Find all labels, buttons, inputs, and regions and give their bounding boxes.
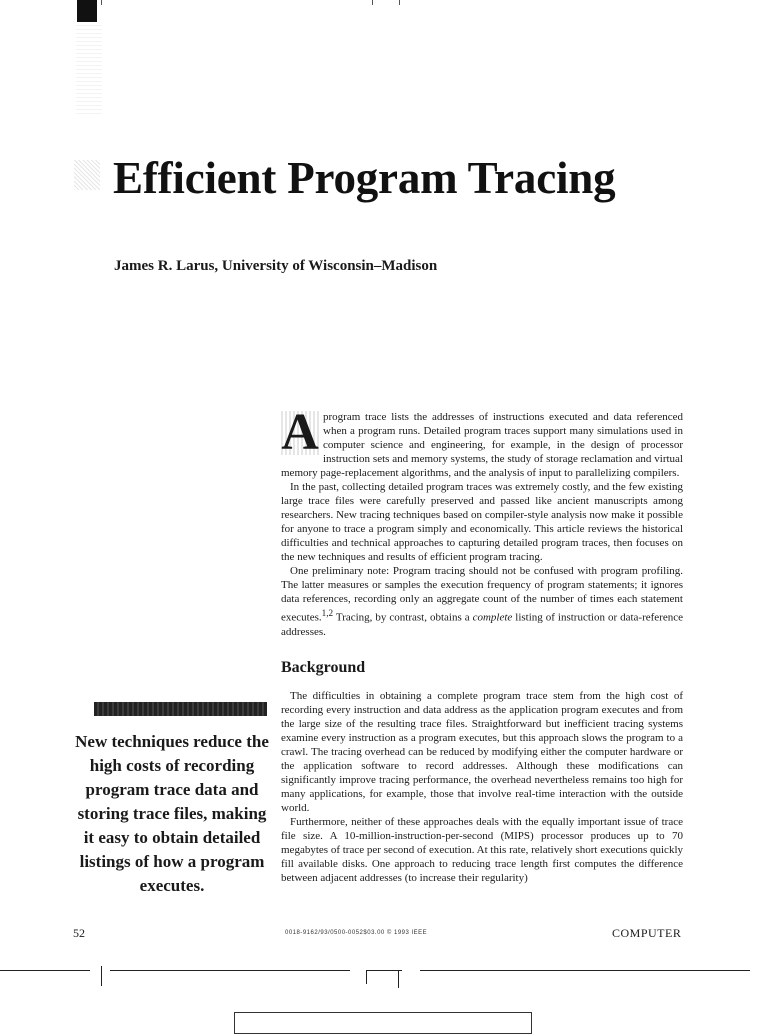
drop-cap: A <box>281 404 319 461</box>
body-paragraph: One preliminary note: Program tracing should not be confused with program profiling. The latter measures or samples the execution frequency of program statements; it ignores data references, recording only an aggregate count of the number of times each statement executes.$^{1,2}$ Tracing, by contrast, obtains a complete listing of instruction or data-reference addresses. <box>281 565 683 638</box>
pull-quote-bar <box>94 702 267 716</box>
body-paragraph: Furthermore, neither of these approaches deals with the equally important issue of trace file size. A 10-million-instruction-per-second (MIPS) processor produces up to 70 megabytes of trace per second of execution. At this rate, relatively short executions quickly fill available disks. One approach to reducing trace length first computes the difference between adjacent addresses (to increase their regularity) <box>281 815 683 884</box>
scan-speckle <box>76 24 102 114</box>
printer-registration-mark <box>77 0 97 22</box>
crop-rule <box>0 970 90 971</box>
top-crop-tick <box>399 0 400 5</box>
scan-speckle <box>74 160 100 190</box>
article-body <box>281 404 683 885</box>
scan-box-edge <box>234 1012 532 1034</box>
intro-text: program trace lists the addresses of instructions executed and data referenced when a program runs. Detailed program traces support many simulations used in computer science and engineering, for example, in the design of processor instruction sets and memory systems, the study of storage reclamation and virtual memory page-replacement algorithms, and the analysis of input to parallelizing compilers. <box>281 411 683 479</box>
body-paragraph: In the past, collecting detailed program traces was extremely costly, and the few existing large trace files were carefully preserved and passed like ancient manuscripts among researchers. New tracing techniques based on compiler-style analysis now make it possible for anyone to trace a program simply and economically. This article reviews the historical difficulties and technical approaches to capturing detailed program traces, then focuses on the new techniques and results of efficient program tracing. <box>281 481 683 563</box>
crop-rule <box>420 970 750 971</box>
crop-tick <box>398 970 399 988</box>
crop-rule <box>366 970 402 971</box>
issn-line: 0018-9162/93/0500-0052$03.00 © 1993 IEEE <box>285 930 428 936</box>
body-paragraph: The difficulties in obtaining a complete program trace stem from the high cost of recording every instruction and data address as the application program executes and from the large size of the resulting trace files. Straightforward but inefficient tracing systems examine every instruction as a program executes, but this approach slows the program to a crawl. The tracing overhead can be reduced by modifying either the computer hardware or the application software to record addresses. Although these modifications can significantly improve tracing performance, the overhead nevertheless remains too high for many applications, for example, those that involve real-time interaction with the outside world. <box>281 689 683 814</box>
intro-paragraph <box>281 404 683 480</box>
crop-tick <box>366 970 367 984</box>
crop-tick <box>101 966 102 986</box>
section-heading: Background <box>281 658 366 676</box>
top-crop-tick <box>372 0 373 5</box>
pull-quote: New techniques reduce the high costs of recording program trace data and storing trace files, making it easy to obtain detailed listings of how a program executes. <box>75 732 269 895</box>
citation-ref: 1,2 <box>321 608 334 618</box>
crop-rule <box>110 970 350 971</box>
magazine-name: COMPUTER <box>612 926 682 940</box>
top-crop-tick <box>101 0 102 5</box>
author-line: James R. Larus, University of Wisconsin–Madison <box>114 258 438 274</box>
article-title: Efficient Program Tracing <box>113 153 616 203</box>
page-number: 52 <box>73 926 85 940</box>
